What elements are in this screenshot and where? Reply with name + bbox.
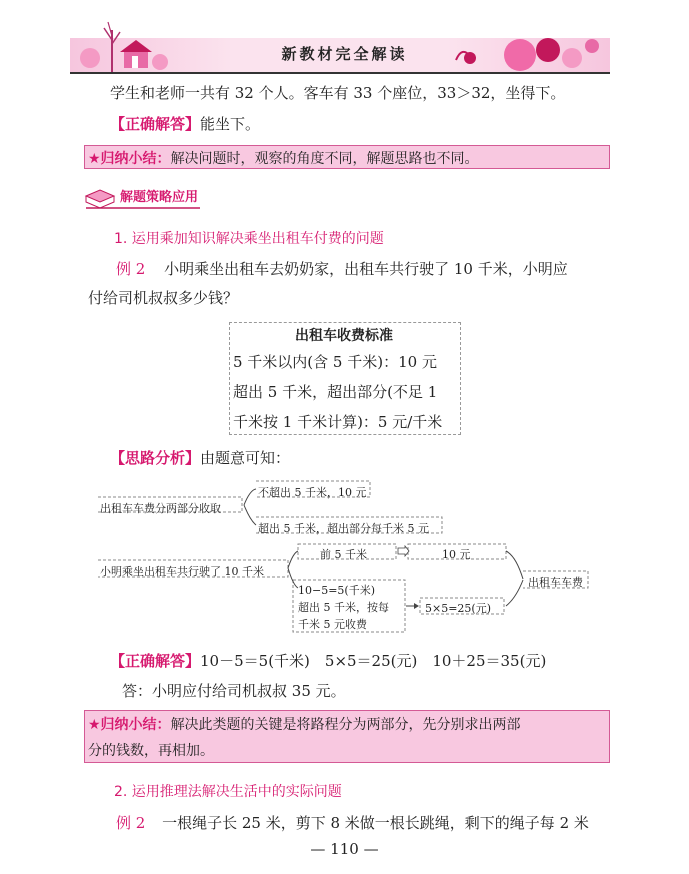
brace-line	[506, 580, 523, 606]
brace-line	[506, 551, 523, 579]
answer-line	[110, 650, 546, 671]
answer-reply: 答：小明应付给司机叔叔 35 元。	[122, 682, 346, 700]
diagram-node: 不超出 5 千米，10 元	[258, 486, 367, 499]
summary-text: 解决问题时，观察的角度不同，解题思路也不同。	[170, 151, 479, 167]
section-heading: 1. 运用乘加知识解决乘坐出租车付费的问题	[114, 231, 384, 247]
summary-label: ★归纳小结：	[88, 717, 171, 733]
summary-text: 解决此类题的关键是将路程分为两部分，先分别求出两部	[170, 717, 521, 733]
answer-text: 能坐下。	[200, 115, 261, 133]
answer-text: 10－5＝5(千米) 5×5＝25(元) 10＋25＝35(元)	[200, 652, 547, 670]
summary-text: 分的钱数，再相加。	[88, 743, 214, 759]
arrow-icon	[398, 546, 409, 556]
diagram-node: 10 元	[442, 548, 471, 561]
example-text: 小明乘坐出租车去奶奶家，出租车共行驶了 10 千米，小明应	[164, 260, 568, 278]
analysis-text: 由题意可知：	[200, 449, 291, 467]
paragraph: 学生和老师一共有 32 个人。客车有 33 个座位，33＞32，坐得下。	[110, 84, 566, 102]
diagram-node: 出租车车费分两部分收取	[100, 502, 221, 515]
fare-rule: 千米按 1 千米计算)：5 元/千米	[233, 413, 443, 431]
arrow-icon	[414, 603, 419, 609]
diagram-node: 前 5 千米	[320, 548, 367, 561]
summary-line	[88, 714, 521, 734]
diagram-node: 千米 5 元收费	[298, 618, 367, 631]
example-text: 付给司机叔叔多少钱？	[88, 289, 239, 307]
page-number: — 110 —	[310, 840, 379, 858]
diagram-node: 小明乘坐出租车共行驶了 10 千米	[100, 565, 264, 578]
diagram-node: 10−5=5(千米)	[298, 584, 376, 597]
fare-rule: 5 千米以内(含 5 千米)：10 元	[233, 353, 437, 371]
fare-title: 出租车收费标准	[295, 328, 393, 344]
example-label: 例 2	[116, 814, 146, 832]
answer-label: 【正确解答】	[110, 115, 201, 133]
brace-line	[244, 505, 256, 525]
example-text: 一根绳子长 25 米，剪下 8 米做一根长跳绳，剩下的绳子每 2 米	[162, 814, 589, 832]
header-title: 新教材完全解读	[281, 45, 408, 63]
fare-rule: 超出 5 千米，超出部分(不足 1	[233, 383, 438, 401]
section-banner: 解题策略应用	[120, 190, 199, 205]
diagram-node: 5×5=25(元)	[425, 602, 492, 615]
example-label: 例 2	[116, 260, 146, 278]
diagram-node: 超出 5 千米，超出部分每千米 5 元	[258, 522, 429, 535]
brace-line	[244, 489, 256, 505]
summary-label: ★归纳小结：	[88, 151, 171, 167]
answer-label: 【正确解答】	[110, 652, 201, 670]
example-line	[116, 812, 589, 833]
analysis-label: 【思路分析】	[110, 449, 201, 467]
diagram-node: 出租车车费	[528, 576, 583, 589]
section-heading: 2. 运用推理法解决生活中的实际问题	[114, 784, 342, 800]
diagram-node: 超出 5 千米，按每	[298, 601, 389, 614]
brace-line	[288, 551, 298, 568]
